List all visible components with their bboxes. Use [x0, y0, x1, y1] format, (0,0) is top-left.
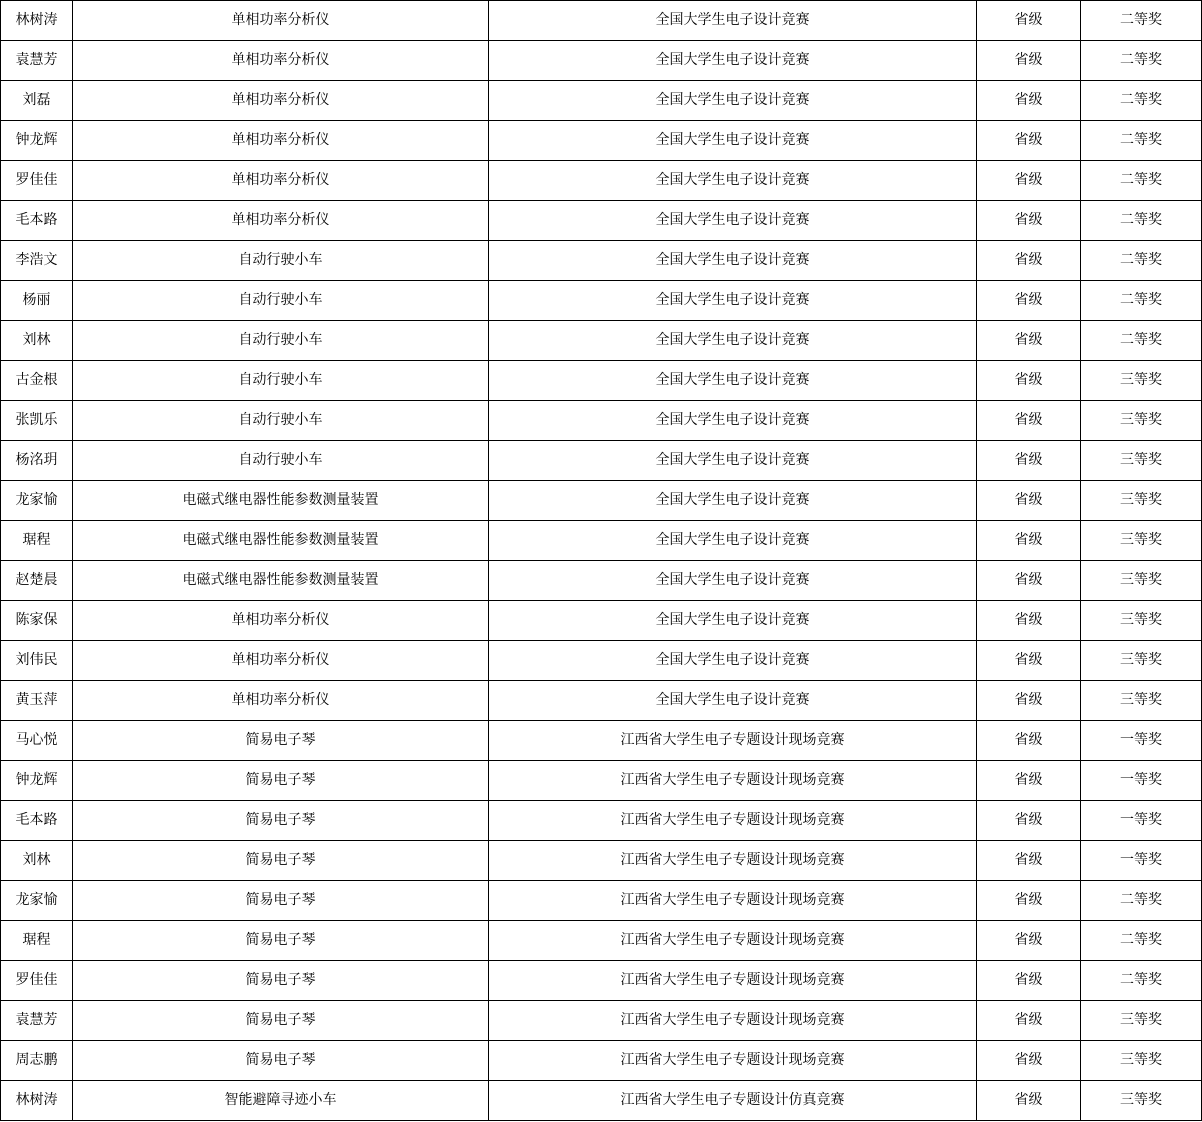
prize-grade-cell: 二等奖 — [1081, 241, 1202, 281]
table-row — [1, 281, 1202, 321]
student-name-cell: 刘林 — [1, 841, 73, 881]
prize-grade-cell: 三等奖 — [1081, 401, 1202, 441]
student-name-cell: 琚程 — [1, 921, 73, 961]
table-row — [1, 761, 1202, 801]
competition-name-cell: 全国大学生电子设计竞赛 — [489, 321, 977, 361]
table-row — [1, 321, 1202, 361]
prize-grade-cell: 二等奖 — [1081, 1, 1202, 41]
competition-name-cell: 全国大学生电子设计竞赛 — [489, 521, 977, 561]
table-row — [1, 641, 1202, 681]
project-title-cell: 自动行驶小车 — [73, 441, 489, 481]
prize-grade-cell: 三等奖 — [1081, 1001, 1202, 1041]
student-name-cell: 毛本路 — [1, 201, 73, 241]
project-title-cell: 简易电子琴 — [73, 761, 489, 801]
prize-grade-cell: 三等奖 — [1081, 641, 1202, 681]
award-level-cell: 省级 — [977, 601, 1081, 641]
awards-table-body — [1, 1, 1202, 1121]
table-row — [1, 161, 1202, 201]
student-name-cell: 钟龙辉 — [1, 121, 73, 161]
table-row — [1, 1041, 1202, 1081]
prize-grade-cell: 二等奖 — [1081, 121, 1202, 161]
award-level-cell: 省级 — [977, 761, 1081, 801]
project-title-cell: 简易电子琴 — [73, 921, 489, 961]
competition-name-cell: 江西省大学生电子专题设计现场竞赛 — [489, 801, 977, 841]
student-name-cell: 刘磊 — [1, 81, 73, 121]
table-row — [1, 881, 1202, 921]
student-name-cell: 黄玉萍 — [1, 681, 73, 721]
competition-name-cell: 全国大学生电子设计竞赛 — [489, 361, 977, 401]
table-row — [1, 81, 1202, 121]
award-level-cell: 省级 — [977, 81, 1081, 121]
competition-name-cell: 全国大学生电子设计竞赛 — [489, 41, 977, 81]
student-name-cell: 龙家愉 — [1, 881, 73, 921]
project-title-cell: 电磁式继电器性能参数测量装置 — [73, 561, 489, 601]
prize-grade-cell: 三等奖 — [1081, 1081, 1202, 1121]
competition-name-cell: 江西省大学生电子专题设计现场竞赛 — [489, 961, 977, 1001]
project-title-cell: 单相功率分析仪 — [73, 41, 489, 81]
student-name-cell: 李浩文 — [1, 241, 73, 281]
table-row — [1, 721, 1202, 761]
project-title-cell: 自动行驶小车 — [73, 361, 489, 401]
student-name-cell: 周志鹏 — [1, 1041, 73, 1081]
project-title-cell: 单相功率分析仪 — [73, 641, 489, 681]
student-name-cell: 古金根 — [1, 361, 73, 401]
competition-name-cell: 全国大学生电子设计竞赛 — [489, 641, 977, 681]
competition-name-cell: 全国大学生电子设计竞赛 — [489, 201, 977, 241]
student-name-cell: 琚程 — [1, 521, 73, 561]
student-name-cell: 林树涛 — [1, 1081, 73, 1121]
student-name-cell: 钟龙辉 — [1, 761, 73, 801]
award-level-cell: 省级 — [977, 321, 1081, 361]
award-level-cell: 省级 — [977, 121, 1081, 161]
table-row — [1, 201, 1202, 241]
prize-grade-cell: 一等奖 — [1081, 801, 1202, 841]
table-row — [1, 921, 1202, 961]
project-title-cell: 简易电子琴 — [73, 841, 489, 881]
table-row — [1, 801, 1202, 841]
competition-name-cell: 全国大学生电子设计竞赛 — [489, 481, 977, 521]
table-row — [1, 241, 1202, 281]
prize-grade-cell: 二等奖 — [1081, 41, 1202, 81]
competition-name-cell: 全国大学生电子设计竞赛 — [489, 121, 977, 161]
competition-name-cell: 全国大学生电子设计竞赛 — [489, 561, 977, 601]
award-level-cell: 省级 — [977, 361, 1081, 401]
competition-name-cell: 全国大学生电子设计竞赛 — [489, 241, 977, 281]
prize-grade-cell: 二等奖 — [1081, 881, 1202, 921]
table-row — [1, 841, 1202, 881]
project-title-cell: 单相功率分析仪 — [73, 1, 489, 41]
award-level-cell: 省级 — [977, 161, 1081, 201]
project-title-cell: 简易电子琴 — [73, 801, 489, 841]
competition-name-cell: 全国大学生电子设计竞赛 — [489, 161, 977, 201]
table-row — [1, 961, 1202, 1001]
award-level-cell: 省级 — [977, 801, 1081, 841]
award-level-cell: 省级 — [977, 641, 1081, 681]
table-row — [1, 681, 1202, 721]
award-level-cell: 省级 — [977, 41, 1081, 81]
student-name-cell: 刘林 — [1, 321, 73, 361]
award-level-cell: 省级 — [977, 241, 1081, 281]
project-title-cell: 简易电子琴 — [73, 961, 489, 1001]
prize-grade-cell: 三等奖 — [1081, 441, 1202, 481]
prize-grade-cell: 二等奖 — [1081, 321, 1202, 361]
prize-grade-cell: 二等奖 — [1081, 281, 1202, 321]
prize-grade-cell: 三等奖 — [1081, 481, 1202, 521]
project-title-cell: 单相功率分析仪 — [73, 161, 489, 201]
award-level-cell: 省级 — [977, 401, 1081, 441]
competition-name-cell: 江西省大学生电子专题设计现场竞赛 — [489, 721, 977, 761]
award-level-cell: 省级 — [977, 1081, 1081, 1121]
student-name-cell: 陈家保 — [1, 601, 73, 641]
student-name-cell: 赵楚晨 — [1, 561, 73, 601]
table-row — [1, 521, 1202, 561]
prize-grade-cell: 三等奖 — [1081, 681, 1202, 721]
project-title-cell: 电磁式继电器性能参数测量装置 — [73, 481, 489, 521]
award-level-cell: 省级 — [977, 441, 1081, 481]
prize-grade-cell: 二等奖 — [1081, 961, 1202, 1001]
student-name-cell: 龙家愉 — [1, 481, 73, 521]
table-row — [1, 481, 1202, 521]
table-row — [1, 121, 1202, 161]
student-name-cell: 毛本路 — [1, 801, 73, 841]
award-level-cell: 省级 — [977, 1, 1081, 41]
table-row — [1, 561, 1202, 601]
project-title-cell: 自动行驶小车 — [73, 321, 489, 361]
student-name-cell: 马心悦 — [1, 721, 73, 761]
table-row — [1, 1, 1202, 41]
student-name-cell: 杨洺玥 — [1, 441, 73, 481]
project-title-cell: 单相功率分析仪 — [73, 601, 489, 641]
prize-grade-cell: 一等奖 — [1081, 761, 1202, 801]
competition-name-cell: 江西省大学生电子专题设计仿真竞赛 — [489, 1081, 977, 1121]
award-level-cell: 省级 — [977, 521, 1081, 561]
project-title-cell: 单相功率分析仪 — [73, 201, 489, 241]
student-name-cell: 林树涛 — [1, 1, 73, 41]
competition-name-cell: 全国大学生电子设计竞赛 — [489, 1, 977, 41]
competition-name-cell: 江西省大学生电子专题设计现场竞赛 — [489, 841, 977, 881]
prize-grade-cell: 一等奖 — [1081, 721, 1202, 761]
table-row — [1, 1001, 1202, 1041]
student-name-cell: 袁慧芳 — [1, 1001, 73, 1041]
award-level-cell: 省级 — [977, 481, 1081, 521]
competition-name-cell: 全国大学生电子设计竞赛 — [489, 681, 977, 721]
project-title-cell: 简易电子琴 — [73, 721, 489, 761]
student-name-cell: 罗佳佳 — [1, 161, 73, 201]
prize-grade-cell: 二等奖 — [1081, 201, 1202, 241]
project-title-cell: 简易电子琴 — [73, 1001, 489, 1041]
prize-grade-cell: 二等奖 — [1081, 161, 1202, 201]
project-title-cell: 智能避障寻迹小车 — [73, 1081, 489, 1121]
prize-grade-cell: 三等奖 — [1081, 561, 1202, 601]
project-title-cell: 自动行驶小车 — [73, 281, 489, 321]
award-level-cell: 省级 — [977, 921, 1081, 961]
award-level-cell: 省级 — [977, 721, 1081, 761]
project-title-cell: 简易电子琴 — [73, 881, 489, 921]
project-title-cell: 单相功率分析仪 — [73, 121, 489, 161]
award-level-cell: 省级 — [977, 281, 1081, 321]
prize-grade-cell: 二等奖 — [1081, 81, 1202, 121]
project-title-cell: 自动行驶小车 — [73, 401, 489, 441]
table-row — [1, 361, 1202, 401]
award-level-cell: 省级 — [977, 881, 1081, 921]
award-level-cell: 省级 — [977, 841, 1081, 881]
student-name-cell: 刘伟民 — [1, 641, 73, 681]
competition-name-cell: 全国大学生电子设计竞赛 — [489, 81, 977, 121]
prize-grade-cell: 三等奖 — [1081, 601, 1202, 641]
award-level-cell: 省级 — [977, 1041, 1081, 1081]
prize-grade-cell: 三等奖 — [1081, 1041, 1202, 1081]
competition-name-cell: 江西省大学生电子专题设计现场竞赛 — [489, 761, 977, 801]
award-level-cell: 省级 — [977, 201, 1081, 241]
award-level-cell: 省级 — [977, 1001, 1081, 1041]
competition-name-cell: 江西省大学生电子专题设计现场竞赛 — [489, 1041, 977, 1081]
prize-grade-cell: 三等奖 — [1081, 361, 1202, 401]
table-row — [1, 41, 1202, 81]
table-row — [1, 601, 1202, 641]
project-title-cell: 自动行驶小车 — [73, 241, 489, 281]
student-name-cell: 罗佳佳 — [1, 961, 73, 1001]
competition-name-cell: 江西省大学生电子专题设计现场竞赛 — [489, 921, 977, 961]
table-row — [1, 1081, 1202, 1121]
student-name-cell: 杨丽 — [1, 281, 73, 321]
competition-name-cell: 全国大学生电子设计竞赛 — [489, 281, 977, 321]
competition-name-cell: 全国大学生电子设计竞赛 — [489, 401, 977, 441]
competition-name-cell: 全国大学生电子设计竞赛 — [489, 441, 977, 481]
project-title-cell: 电磁式继电器性能参数测量装置 — [73, 521, 489, 561]
award-level-cell: 省级 — [977, 681, 1081, 721]
prize-grade-cell: 一等奖 — [1081, 841, 1202, 881]
award-level-cell: 省级 — [977, 561, 1081, 601]
project-title-cell: 单相功率分析仪 — [73, 681, 489, 721]
competition-name-cell: 江西省大学生电子专题设计现场竞赛 — [489, 1001, 977, 1041]
prize-grade-cell: 二等奖 — [1081, 921, 1202, 961]
competition-name-cell: 江西省大学生电子专题设计现场竞赛 — [489, 881, 977, 921]
table-row — [1, 441, 1202, 481]
prize-grade-cell: 三等奖 — [1081, 521, 1202, 561]
student-name-cell: 袁慧芳 — [1, 41, 73, 81]
project-title-cell: 单相功率分析仪 — [73, 81, 489, 121]
award-level-cell: 省级 — [977, 961, 1081, 1001]
table-row — [1, 401, 1202, 441]
competition-name-cell: 全国大学生电子设计竞赛 — [489, 601, 977, 641]
student-name-cell: 张凯乐 — [1, 401, 73, 441]
project-title-cell: 简易电子琴 — [73, 1041, 489, 1081]
